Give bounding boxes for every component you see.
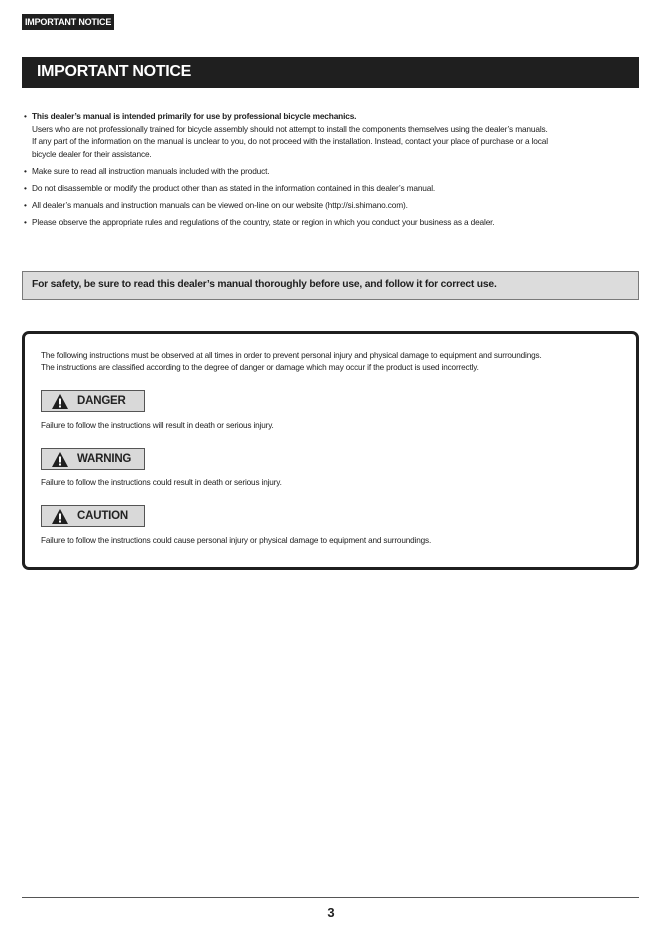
warning-label-text: WARNING (77, 453, 132, 465)
warning-label (41, 448, 145, 470)
caution-label (41, 505, 145, 527)
bullet-icon: • (24, 165, 27, 176)
bullet-icon: • (24, 182, 27, 193)
bullet-line: Users who are not professionally trained for bicycle assembly should not attempt to install the components themselves using the dealer’s manuals. (32, 123, 548, 134)
page-number: 3 (327, 905, 335, 920)
hazard-intro-line: The instructions are classified according to the degree of danger or damage which may occur if the product is used incorrectly. (41, 363, 479, 373)
section-tag: IMPORTANT NOTICE (22, 14, 114, 30)
danger-description: Failure to follow the instructions will result in death or serious injury. (41, 421, 274, 430)
bullet-text: Make sure to read all instruction manuals included with the product. (32, 165, 270, 176)
footer-divider (22, 897, 639, 898)
hazard-intro-line: The following instructions must be observed at all times in order to prevent personal injury and physical damage to equipment and surroundings. (41, 351, 542, 360)
caution-description: Failure to follow the instructions could cause personal injury or physical damage to equipment and surroundings. (41, 536, 432, 545)
bullet-text: Please observe the appropriate rules and regulations of the country, state or region in which you conduct your business as a dealer. (32, 216, 495, 227)
page-title-bar (22, 57, 639, 88)
list-item (24, 182, 629, 195)
bullet-line: bicycle dealer for their assistance. (32, 148, 152, 159)
list-item (24, 199, 629, 212)
bullet-heading: This dealer’s manual is intended primarily for use by professional bicycle mechanics. (32, 111, 357, 121)
caution-label-text: CAUTION (77, 510, 128, 522)
danger-label-text: DANGER (77, 395, 126, 407)
hazard-intro (41, 350, 626, 375)
list-item (24, 216, 629, 229)
bullet-line: If any part of the information on the manual is unclear to you, do not proceed with the installation. Instead, contact your place of purchase or a local (32, 136, 548, 147)
bullet-text: All dealer’s manuals and instruction manuals can be viewed on-line on our website (http://si.shimano.com). (32, 199, 408, 210)
bullet-text: Do not disassemble or modify the product other than as stated in the information contained in this dealer’s manual. (32, 182, 436, 193)
warning-triangle-icon (51, 451, 69, 468)
notice-list (24, 110, 629, 233)
danger-label (41, 390, 145, 412)
warning-triangle-icon (51, 508, 69, 525)
safety-banner (22, 271, 639, 300)
list-item (24, 110, 629, 160)
bullet-icon: • (24, 199, 27, 210)
bullet-icon: • (24, 216, 27, 227)
safety-banner-text: For safety, be sure to read this dealer’s manual thoroughly before use, and follow it for correct use. (32, 279, 497, 290)
page-title: IMPORTANT NOTICE (37, 63, 192, 80)
warning-triangle-icon (51, 393, 69, 410)
bullet-icon: • (24, 111, 27, 121)
warning-description: Failure to follow the instructions could result in death or serious injury. (41, 478, 282, 487)
list-item (24, 165, 629, 178)
hazard-levels-box (22, 331, 639, 570)
